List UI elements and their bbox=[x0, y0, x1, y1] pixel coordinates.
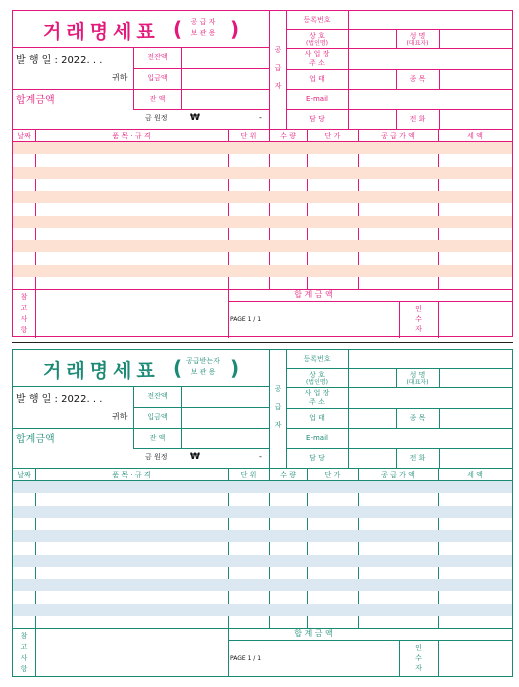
table-row-band bbox=[13, 530, 512, 542]
won-sign: ₩ bbox=[190, 452, 200, 462]
table-row-band bbox=[13, 481, 512, 493]
title-paren-close: ) bbox=[230, 17, 240, 41]
col-unit: 단 위 bbox=[240, 471, 257, 479]
col-quantity: 수 량 bbox=[280, 132, 296, 140]
page-number: PAGE 1 / 1 bbox=[230, 316, 262, 323]
receiver-vertical-label: 인 수 자 bbox=[415, 644, 422, 672]
col-tax: 세 액 bbox=[467, 471, 483, 479]
sum-total-label: 합 계 금 액 bbox=[294, 629, 333, 638]
table-row-band bbox=[13, 579, 512, 591]
issue-date-label: 발 행 일 : bbox=[16, 394, 58, 405]
issue-date bbox=[16, 56, 102, 66]
remarks-vertical-label: 참 고 사 항 bbox=[20, 632, 28, 673]
col-date: 날짜 bbox=[17, 132, 31, 140]
sum-total-label: 합 계 금 액 bbox=[294, 290, 333, 299]
form-title: 거래명세표 bbox=[43, 360, 160, 382]
col-item-spec: 품 목 · 규 격 bbox=[112, 132, 151, 140]
business-type-label: 업 태 bbox=[309, 414, 325, 422]
reg-no-label: 등록번호 bbox=[303, 16, 331, 24]
phone-label: 전 화 bbox=[409, 454, 426, 462]
form-title: 거래명세표 bbox=[43, 21, 160, 43]
col-supply-value: 공 급 가 액 bbox=[381, 132, 415, 140]
amount-in-words: 금 원정 bbox=[145, 114, 168, 122]
col-tax: 세 액 bbox=[467, 132, 483, 140]
receiver-vertical-label: 인 수 자 bbox=[415, 305, 422, 333]
invoice-form-supplier bbox=[12, 10, 513, 337]
col-item-spec: 품 목 · 규 격 bbox=[112, 471, 151, 479]
deposit-label: 입금액 bbox=[147, 74, 168, 82]
col-unit: 단 위 bbox=[240, 132, 257, 140]
table-row-band bbox=[13, 142, 512, 154]
table-row-band bbox=[13, 506, 512, 518]
email-label: E-mail bbox=[306, 434, 328, 442]
page-number: PAGE 1 / 1 bbox=[230, 655, 262, 662]
balance-label: 잔 액 bbox=[149, 434, 166, 442]
title-paren-close: ) bbox=[230, 356, 240, 380]
table-row-band bbox=[13, 167, 512, 179]
form-subtitle-line1: 공 급 자 bbox=[190, 18, 216, 26]
table-row-band bbox=[13, 216, 512, 228]
col-unit-price: 단 가 bbox=[324, 471, 341, 479]
issue-date bbox=[16, 395, 102, 405]
deposit-label: 입금액 bbox=[147, 413, 168, 421]
prev-balance-label: 전잔액 bbox=[147, 392, 168, 400]
reg-no-label: 등록번호 bbox=[303, 355, 331, 363]
business-item-label: 종 목 bbox=[409, 75, 426, 83]
issue-date-label: 발 행 일 : bbox=[16, 55, 58, 66]
issue-date-value: 2022. . . bbox=[61, 394, 103, 405]
col-date: 날짜 bbox=[17, 471, 31, 479]
supplier-vertical-label: 공 급 자 bbox=[274, 46, 282, 90]
issue-date-value: 2022. . . bbox=[61, 55, 103, 66]
amount-dash: - bbox=[259, 113, 262, 122]
form-subtitle-line1: 공급받는자 bbox=[186, 357, 220, 365]
total-amount-label: 합계금액 bbox=[16, 434, 55, 445]
form-subtitle bbox=[179, 17, 227, 39]
address-label: 사 업 장 주 소 bbox=[304, 389, 330, 406]
invoice-form-buyer bbox=[12, 349, 513, 677]
business-item-label: 종 목 bbox=[409, 414, 426, 422]
business-type-label: 업 태 bbox=[309, 75, 325, 83]
phone-label: 전 화 bbox=[409, 115, 426, 123]
col-quantity: 수 량 bbox=[280, 471, 296, 479]
title-paren-open: ( bbox=[173, 17, 183, 41]
title-paren-open: ( bbox=[173, 356, 183, 380]
col-supply-value: 공 급 가 액 bbox=[381, 471, 415, 479]
form-subtitle-line2: 보 관 용 bbox=[190, 29, 216, 37]
honorific-label: 귀하 bbox=[112, 73, 128, 82]
total-amount-label: 합계금액 bbox=[16, 95, 55, 106]
table-row-band bbox=[13, 191, 512, 203]
table-row-band bbox=[13, 265, 512, 277]
representative-label: 성 명 (대표자) bbox=[406, 32, 429, 47]
manager-label: 담 당 bbox=[309, 454, 325, 462]
balance-label: 잔 액 bbox=[149, 95, 166, 103]
form-subtitle-line2: 보 관 용 bbox=[190, 368, 216, 376]
amount-dash: - bbox=[259, 452, 262, 461]
company-name-label: 상 호 (법인명) bbox=[305, 371, 329, 386]
won-sign: ₩ bbox=[190, 113, 200, 123]
table-row-band bbox=[13, 555, 512, 567]
form-subtitle bbox=[179, 356, 227, 378]
table-row-band bbox=[13, 604, 512, 616]
honorific-label: 귀하 bbox=[112, 412, 128, 421]
manager-label: 담 당 bbox=[309, 115, 325, 123]
remarks-vertical-label: 참 고 사 항 bbox=[20, 293, 28, 334]
table-row-band bbox=[13, 240, 512, 252]
amount-in-words: 금 원정 bbox=[145, 453, 168, 461]
email-label: E-mail bbox=[306, 95, 328, 103]
address-label: 사 업 장 주 소 bbox=[304, 50, 330, 67]
col-unit-price: 단 가 bbox=[324, 132, 341, 140]
supplier-vertical-label: 공 급 자 bbox=[274, 385, 282, 429]
prev-balance-label: 전잔액 bbox=[147, 53, 168, 61]
company-name-label: 상 호 (법인명) bbox=[305, 32, 329, 47]
form-separator bbox=[12, 342, 513, 343]
representative-label: 성 명 (대표자) bbox=[406, 371, 429, 386]
